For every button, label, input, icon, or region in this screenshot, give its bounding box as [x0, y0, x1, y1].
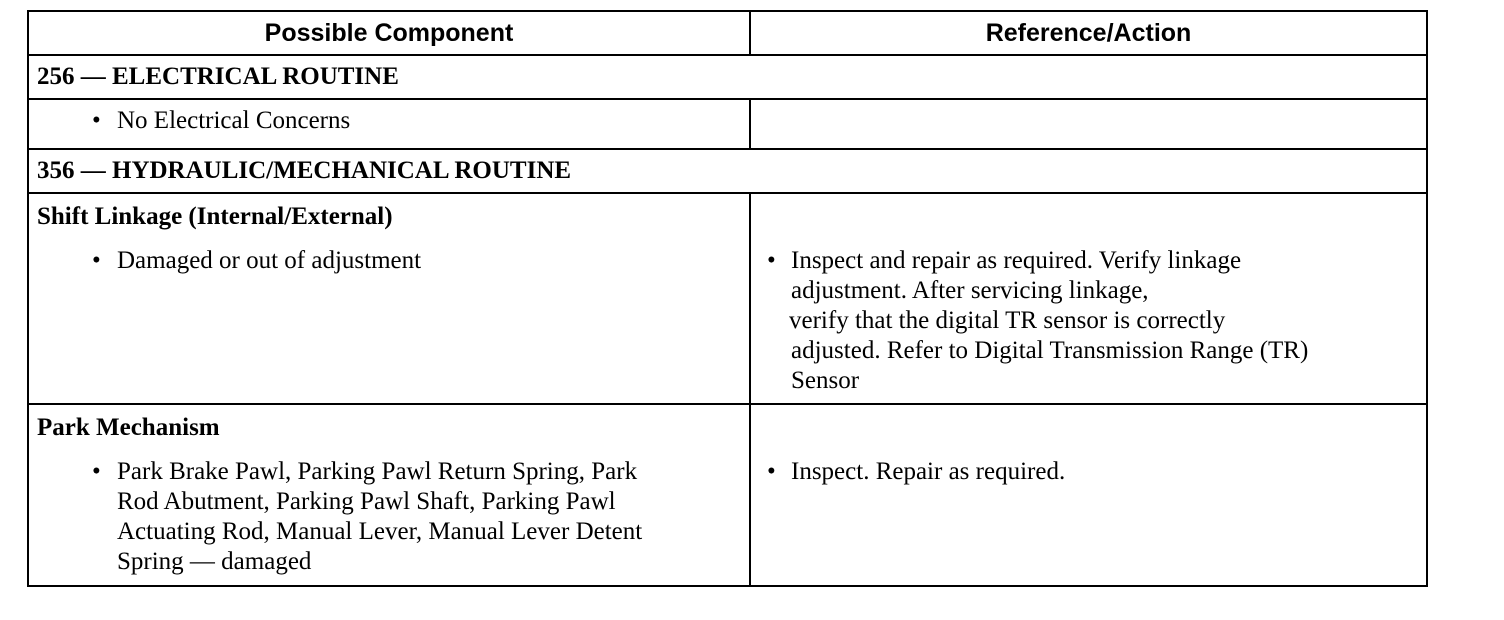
shift-linkage-title: Shift Linkage (Internal/External)	[37, 203, 393, 230]
bullet-icon: •	[92, 107, 101, 134]
electrical-action-cell	[750, 99, 1427, 149]
table-row-shift-linkage	[28, 193, 1427, 404]
park-mechanism-action-cell	[750, 404, 1427, 586]
shift-linkage-condition: Damaged or out of adjustment	[117, 247, 422, 274]
bullet-icon: •	[767, 247, 776, 274]
bullet-icon: •	[767, 458, 776, 485]
bullet-icon: •	[92, 247, 101, 274]
park-mechanism-condition-line: Actuating Rod, Manual Lever, Manual Lever Detent	[117, 518, 643, 545]
header-row	[28, 11, 1427, 55]
shift-linkage-component-cell	[28, 193, 750, 404]
shift-linkage-action-line: Sensor	[791, 367, 860, 394]
header-possible-component: Possible Component	[28, 11, 750, 55]
table-row-park-mechanism	[28, 404, 1427, 586]
park-mechanism-component-cell	[28, 404, 750, 586]
park-mechanism-title: Park Mechanism	[37, 414, 220, 441]
park-mechanism-condition-line: Park Brake Pawl, Parking Pawl Return Spring, Park	[117, 458, 638, 485]
list-item	[37, 106, 741, 136]
header-reference-action: Reference/Action	[750, 11, 1427, 55]
shift-linkage-action-line: adjusted. Refer to Digital Transmission Range (TR)	[791, 337, 1309, 364]
shift-linkage-action-line: adjustment. After servicing linkage,	[791, 277, 1149, 304]
section-title-hydraulic: 356 — HYDRAULIC/MECHANICAL ROUTINE	[28, 149, 1427, 193]
section-row-electrical	[28, 55, 1427, 99]
diagnostic-table	[27, 10, 1428, 587]
shift-linkage-action-cell	[750, 193, 1427, 404]
shift-linkage-action-line: Inspect and repair as required. Verify linkage	[791, 247, 1242, 274]
bullet-icon: •	[92, 458, 101, 485]
electrical-component-cell	[28, 99, 750, 149]
park-mechanism-condition-line: Spring — damaged	[117, 548, 312, 575]
list-item	[37, 246, 741, 276]
park-mechanism-condition-line: Rod Abutment, Parking Pawl Shaft, Parking Pawl	[117, 488, 616, 515]
section-row-hydraulic	[28, 149, 1427, 193]
electrical-item-text: No Electrical Concerns	[117, 107, 351, 134]
list-item	[751, 457, 1418, 487]
list-item	[37, 457, 741, 577]
shift-linkage-action-line: verify that the digital TR sensor is correctly	[789, 307, 1226, 334]
section-title-electrical: 256 — ELECTRICAL ROUTINE	[28, 55, 1427, 99]
park-mechanism-action: Inspect. Repair as required.	[791, 458, 1066, 485]
list-item	[751, 246, 1418, 396]
table-row-electrical-item	[28, 99, 1427, 149]
